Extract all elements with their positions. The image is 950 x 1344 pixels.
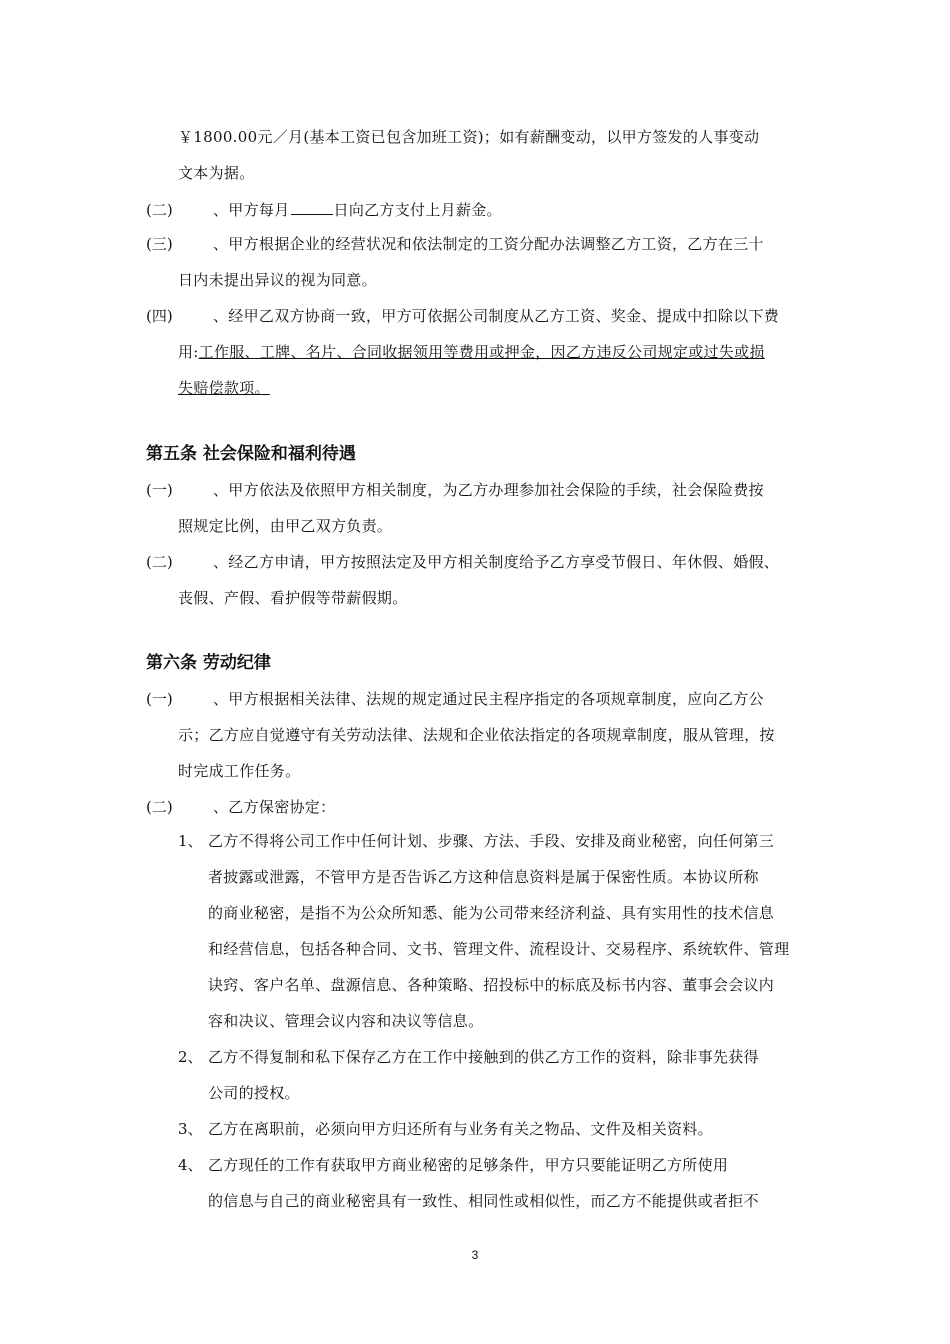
salary-line-1: ￥1800.00元／月(基本工资已包含加班工资)；如有薪酬变动，以甲方签发的人事变动 [178, 128, 760, 146]
salary-item-2-text [213, 200, 502, 220]
confidentiality-1-line-6: 容和决议、管理会议内容和决议等信息。 [208, 1012, 484, 1030]
article-5-item-1-label: (一) [146, 481, 173, 499]
article-5-item-2-line-2: 丧假、产假、看护假等带薪假期。 [178, 589, 408, 607]
confidentiality-4-line-2: 的信息与自己的商业秘密具有一致性、相同性或相似性，而乙方不能提供或者拒不 [208, 1192, 759, 1210]
article-6-item-1-line-1: 、甲方根据相关法律、法规的规定通过民主程序指定的各项规章制度，应向乙方公 [213, 690, 764, 708]
salary-item-2-suffix: 日向乙方支付上月薪金。 [333, 201, 502, 219]
page-number: 3 [471, 1248, 479, 1262]
salary-item-4-line-3 [178, 378, 270, 398]
article-6-item-2-line-1: 、乙方保密协定： [213, 798, 336, 816]
article-5-item-1-line-1: 、甲方依法及依照甲方相关制度，为乙方办理参加社会保险的手续，社会保险费按 [213, 481, 764, 499]
confidentiality-2-line-1: 乙方不得复制和私下保存乙方在工作中接触到的供乙方工作的资料，除非事先获得 [208, 1048, 759, 1066]
salary-item-3-label: (三) [146, 235, 173, 253]
salary-item-4-line-2-underlined: 工作服、工牌、名片、合同收据领用等费用或押金，因乙方违反公司规定或过失或损 [198, 343, 765, 361]
salary-line-2: 文本为据。 [178, 164, 255, 182]
confidentiality-4-number: 4、 [178, 1156, 203, 1174]
confidentiality-2-line-2: 公司的授权。 [208, 1084, 300, 1102]
article-6-item-1-label: (一) [146, 690, 173, 708]
article-6-item-1-line-2: 示；乙方应自觉遵守有关劳动法律、法规和企业依法指定的各项规章制度，服从管理，按 [178, 726, 775, 744]
article-5-heading: 第五条 社会保险和福利待遇 [146, 444, 356, 464]
confidentiality-4-line-1: 乙方现任的工作有获取甲方商业秘密的足够条件，甲方只要能证明乙方所使用 [208, 1156, 729, 1174]
confidentiality-1-line-3: 的商业秘密，是指不为公众所知悉、能为公司带来经济利益、具有实用性的技术信息 [208, 904, 775, 922]
confidentiality-2-number: 2、 [178, 1048, 203, 1066]
salary-item-2-label: (二) [146, 201, 173, 219]
pay-day-blank [291, 200, 333, 215]
confidentiality-1-line-2: 者披露或泄露，不管甲方是否告诉乙方这种信息资料是属于保密性质。本协议所称 [208, 868, 759, 886]
article-5-item-1-line-2: 照规定比例，由甲乙双方负责。 [178, 517, 393, 535]
confidentiality-1-line-5: 诀窍、客户名单、盘源信息、各种策略、招投标中的标底及标书内容、董事会会议内 [208, 976, 775, 994]
salary-item-3-line-1: 、甲方根据企业的经营状况和依法制定的工资分配办法调整乙方工资，乙方在三十 [213, 235, 764, 253]
confidentiality-1-number: 1、 [178, 832, 203, 850]
article-6-heading: 第六条 劳动纪律 [146, 653, 271, 673]
salary-item-2-prefix: 、甲方每月 [213, 201, 290, 219]
salary-item-3-line-2: 日内未提出异议的视为同意。 [178, 271, 377, 289]
salary-item-4-line-2-prefix: 用: [178, 343, 199, 361]
article-6-item-1-line-3: 时完成工作任务。 [178, 762, 301, 780]
article-6-item-2-label: (二) [146, 798, 173, 816]
confidentiality-1-line-1: 乙方不得将公司工作中任何计划、步骤、方法、手段、安排及商业秘密，向任何第三 [208, 832, 775, 850]
article-5-item-2-label: (二) [146, 553, 173, 571]
salary-item-4-label: (四) [146, 307, 173, 325]
confidentiality-1-line-4: 和经营信息，包括各种合同、文书、管理文件、流程设计、交易程序、系统软件、管理 [208, 940, 790, 958]
salary-item-4-line-2 [178, 342, 765, 362]
article-5-item-2-line-1: 、经乙方申请，甲方按照法定及甲方相关制度给予乙方享受节假日、年休假、婚假、 [213, 553, 780, 571]
confidentiality-3-line-1: 乙方在离职前，必须向甲方归还所有与业务有关之物品、文件及相关资料。 [208, 1120, 713, 1138]
salary-item-4-line-3-underlined: 失赔偿款项。 [178, 379, 270, 397]
salary-item-4-line-1: 、经甲乙双方协商一致，甲方可依据公司制度从乙方工资、奖金、提成中扣除以下费 [213, 307, 780, 325]
confidentiality-3-number: 3、 [178, 1120, 203, 1138]
